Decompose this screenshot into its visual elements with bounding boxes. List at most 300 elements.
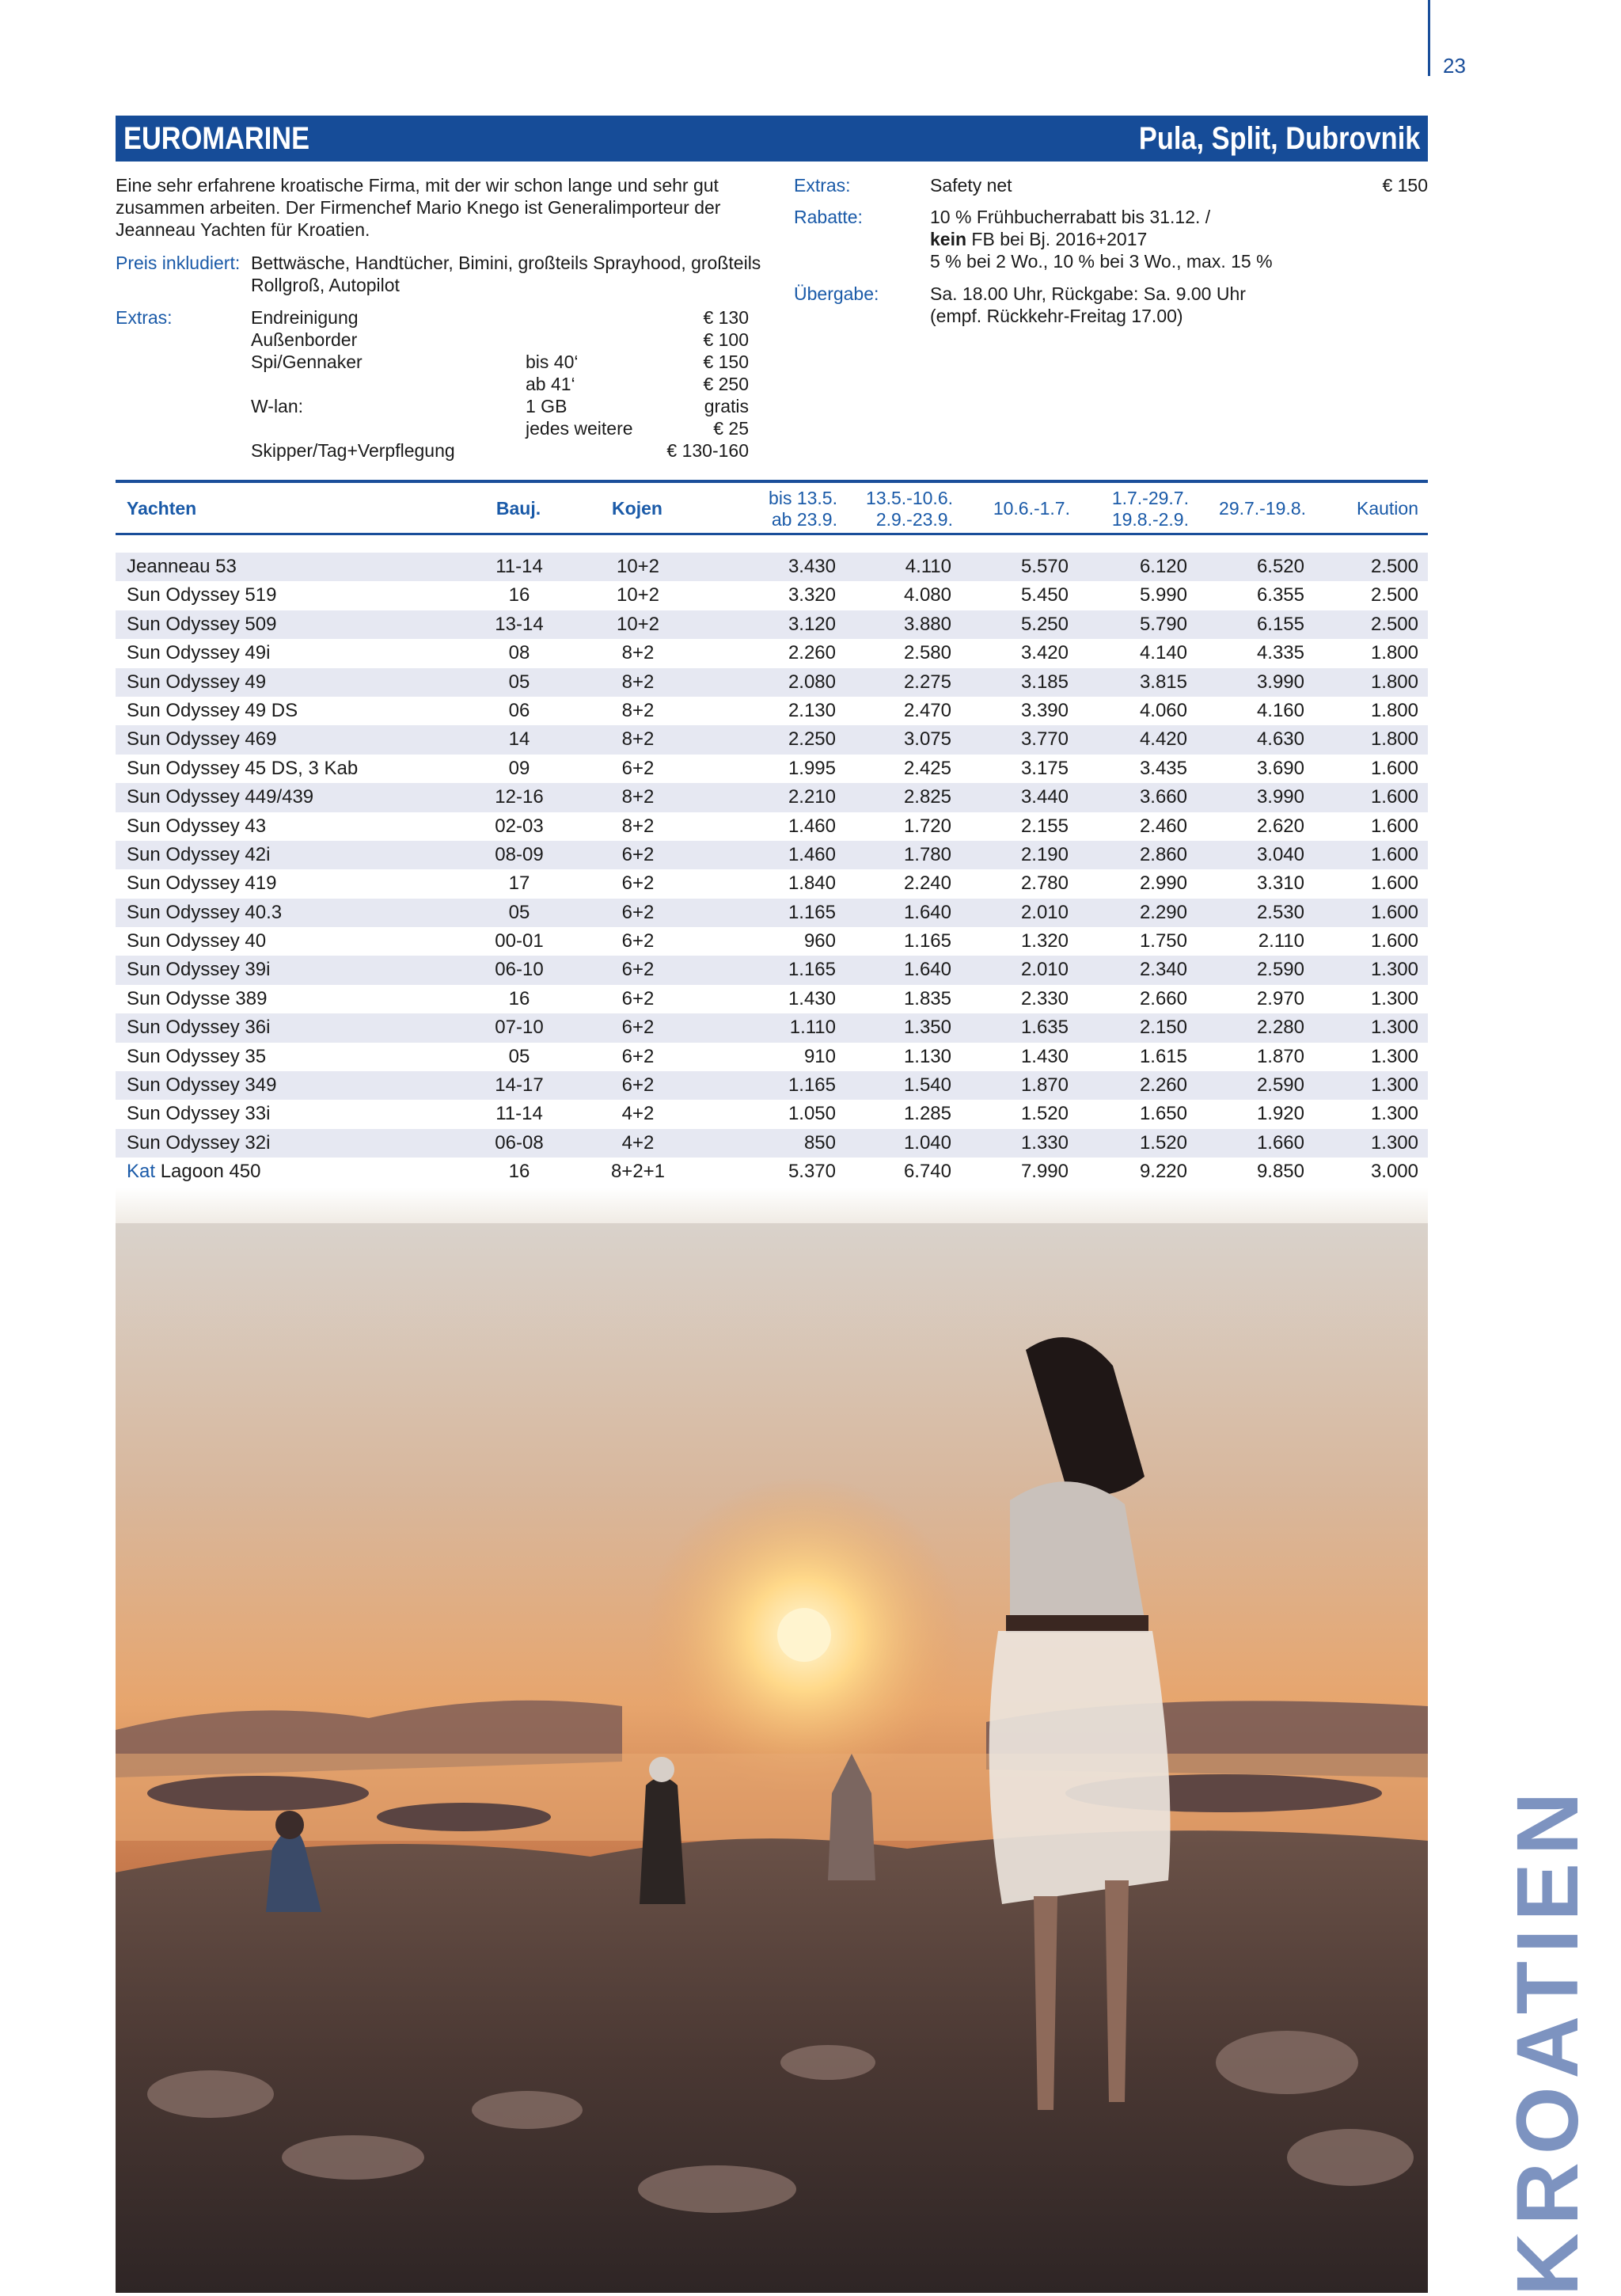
price-cell: 2.460 xyxy=(1139,815,1187,837)
extra-condition: jedes weitere xyxy=(526,418,633,439)
price-cell: 9.850 xyxy=(1256,1161,1304,1183)
yacht-name-cell xyxy=(127,1071,276,1100)
price-cell: 1.165 xyxy=(788,959,836,981)
yacht-name: Sun Odyssey 49i xyxy=(127,642,271,664)
extra-name: Spi/Gennaker xyxy=(251,352,363,372)
kojen-cell: 8+2 xyxy=(621,642,655,664)
yacht-name-cell xyxy=(127,1043,266,1071)
extra-price: € 25 xyxy=(713,418,749,439)
yacht-name-cell xyxy=(127,755,358,783)
bauj-cell: 16 xyxy=(508,987,530,1009)
price-cell: 5.790 xyxy=(1139,613,1187,635)
yacht-name-cell xyxy=(127,553,237,581)
price-cell: 5.450 xyxy=(1020,584,1069,606)
yacht-name-cell xyxy=(127,668,266,697)
extra-price: € 150 xyxy=(1382,175,1428,196)
price-cell: 1.430 xyxy=(788,987,836,1009)
table-row xyxy=(116,581,1428,610)
kojen-cell: 6+2 xyxy=(621,930,655,952)
kaution-cell: 2.500 xyxy=(1370,613,1418,635)
price-cell: 3.815 xyxy=(1139,671,1187,693)
price-cell: 2.150 xyxy=(1139,1017,1187,1039)
col-kojen: Kojen xyxy=(612,498,662,519)
col-period-1 xyxy=(749,488,837,530)
kaution-cell: 1.800 xyxy=(1370,671,1418,693)
price-cell: 1.130 xyxy=(903,1045,951,1067)
price-cell: 1.640 xyxy=(903,959,951,981)
yacht-name-cell xyxy=(127,841,270,869)
price-cell: 4.060 xyxy=(1139,699,1187,721)
kojen-cell: 10+2 xyxy=(616,556,660,577)
price-cell: 3.120 xyxy=(788,613,836,635)
price-cell: 1.460 xyxy=(788,843,836,865)
kojen-cell: 8+2 xyxy=(621,699,655,721)
extra-price: € 150 xyxy=(703,352,749,372)
kojen-cell: 6+2 xyxy=(621,987,655,1009)
bauj-cell: 06-08 xyxy=(495,1131,544,1154)
col-period-5: 29.7.-19.8. xyxy=(1219,498,1306,519)
price-cell: 3.310 xyxy=(1256,872,1304,895)
price-cell: 6.740 xyxy=(903,1161,951,1183)
yacht-name-cell xyxy=(127,725,276,754)
rabatte-bold-word: kein xyxy=(930,229,967,249)
bauj-cell: 17 xyxy=(508,872,530,895)
kojen-cell: 8+2+1 xyxy=(610,1161,666,1183)
yacht-name: Sun Odysse 389 xyxy=(127,987,268,1009)
kaution-cell: 1.600 xyxy=(1370,930,1418,952)
yacht-name: Sun Odyssey 40 xyxy=(127,930,267,952)
bauj-cell: 02-03 xyxy=(495,815,544,837)
kaution-cell: 1.800 xyxy=(1370,728,1418,751)
price-cell: 3.440 xyxy=(1020,786,1069,808)
yacht-name: Sun Odyssey 40.3 xyxy=(127,901,283,923)
extra-price: € 130 xyxy=(703,307,749,328)
yacht-type-prefix: Kat xyxy=(127,1161,156,1183)
price-cell: 1.635 xyxy=(1020,1017,1069,1039)
price-cell: 3.040 xyxy=(1256,843,1304,865)
table-row xyxy=(116,610,1428,639)
kaution-cell: 1.800 xyxy=(1370,699,1418,721)
yacht-name: Sun Odyssey 469 xyxy=(127,728,277,751)
bauj-cell: 08 xyxy=(508,642,530,664)
bauj-cell: 09 xyxy=(508,757,530,779)
kojen-cell: 6+2 xyxy=(621,1045,655,1067)
bauj-cell: 05 xyxy=(508,901,530,923)
yacht-name: Jeanneau 53 xyxy=(127,556,237,577)
price-cell: 2.425 xyxy=(903,757,951,779)
kojen-cell: 8+2 xyxy=(621,786,655,808)
price-cell: 1.870 xyxy=(1020,1074,1069,1097)
intro-text xyxy=(116,174,749,241)
extra-name: Außenborder xyxy=(251,329,358,350)
price-cell: 1.165 xyxy=(788,901,836,923)
yacht-name-cell xyxy=(127,1158,261,1186)
rabatte-line: 10 % Frühbucherrabatt bis 31.12. / xyxy=(930,207,1211,227)
page-number: 23 xyxy=(1443,54,1466,78)
price-cell: 5.990 xyxy=(1139,584,1187,606)
kojen-cell: 10+2 xyxy=(616,584,660,606)
kojen-cell: 4+2 xyxy=(621,1131,655,1154)
price-cell: 1.520 xyxy=(1020,1103,1069,1125)
table-row xyxy=(116,783,1428,812)
table-row xyxy=(116,1129,1428,1158)
price-cell: 2.240 xyxy=(903,872,951,895)
price-cell: 850 xyxy=(803,1131,836,1154)
extra-price: € 250 xyxy=(703,374,749,394)
price-cell: 2.780 xyxy=(1020,872,1069,895)
yacht-name: Sun Odyssey 33i xyxy=(127,1103,271,1125)
price-cell: 2.250 xyxy=(788,728,836,751)
kaution-cell: 1.800 xyxy=(1370,642,1418,664)
preis-line: Rollgroß, Autopilot xyxy=(251,275,400,295)
yacht-name-cell xyxy=(127,1129,270,1158)
table-row xyxy=(116,812,1428,841)
extra-price: € 100 xyxy=(703,329,749,350)
price-cell: 3.430 xyxy=(788,556,836,577)
kaution-cell: 1.300 xyxy=(1370,1131,1418,1154)
extras-label: Extras: xyxy=(116,307,173,328)
price-cell: 2.340 xyxy=(1139,959,1187,981)
kaution-cell: 1.600 xyxy=(1370,815,1418,837)
bauj-cell: 14-17 xyxy=(495,1074,544,1097)
table-row xyxy=(116,697,1428,725)
kojen-cell: 6+2 xyxy=(621,843,655,865)
yacht-name-cell xyxy=(127,1100,270,1128)
price-cell: 2.970 xyxy=(1256,987,1304,1009)
price-cell: 2.280 xyxy=(1256,1017,1304,1039)
price-cell: 1.835 xyxy=(903,987,951,1009)
price-cell: 1.920 xyxy=(1256,1103,1304,1125)
bauj-cell: 05 xyxy=(508,671,530,693)
yacht-name: Sun Odyssey 349 xyxy=(127,1074,277,1097)
uebergabe-line: Sa. 18.00 Uhr, Rückgabe: Sa. 9.00 Uhr xyxy=(930,283,1246,304)
yacht-name-cell xyxy=(127,1013,270,1042)
photo-fade xyxy=(116,1188,1428,1226)
table-row xyxy=(116,956,1428,984)
price-cell: 2.080 xyxy=(788,671,836,693)
table-row xyxy=(116,725,1428,754)
price-cell: 1.540 xyxy=(903,1074,951,1097)
yacht-name: Sun Odyssey 36i xyxy=(127,1017,271,1039)
price-cell: 3.990 xyxy=(1256,786,1304,808)
price-cell: 2.260 xyxy=(788,642,836,664)
kojen-cell: 6+2 xyxy=(621,1017,655,1039)
yacht-name-cell xyxy=(127,985,267,1013)
intro-line: Eine sehr erfahrene kroatische Firma, mit der wir schon lange und sehr gut xyxy=(116,175,719,196)
price-cell: 1.320 xyxy=(1020,930,1069,952)
price-cell: 2.530 xyxy=(1256,901,1304,923)
price-cell: 2.130 xyxy=(788,699,836,721)
kojen-cell: 6+2 xyxy=(621,901,655,923)
yacht-name: Sun Odyssey 509 xyxy=(127,613,277,635)
price-cell: 3.435 xyxy=(1139,757,1187,779)
kojen-cell: 8+2 xyxy=(621,671,655,693)
extra-name: W-lan: xyxy=(251,396,304,416)
yacht-name-cell xyxy=(127,899,282,927)
table-row xyxy=(116,927,1428,956)
extra-name: Endreinigung xyxy=(251,307,359,328)
yacht-name: Sun Odyssey 519 xyxy=(127,584,277,606)
extra-condition: ab 41‘ xyxy=(526,374,575,394)
price-cell: 6.520 xyxy=(1256,556,1304,577)
bauj-cell: 08-09 xyxy=(495,843,544,865)
price-cell: 1.650 xyxy=(1139,1103,1187,1125)
price-cell: 2.825 xyxy=(903,786,951,808)
kaution-cell: 3.000 xyxy=(1370,1161,1418,1183)
yacht-name-cell xyxy=(127,812,266,841)
page-margin-rule xyxy=(1428,0,1430,76)
price-cell: 2.290 xyxy=(1139,901,1187,923)
uebergabe-line: (empf. Rückkehr-Freitag 17.00) xyxy=(930,306,1183,326)
kaution-cell: 1.600 xyxy=(1370,843,1418,865)
yacht-name-cell xyxy=(127,697,298,725)
price-cell: 1.720 xyxy=(903,815,951,837)
kaution-cell: 2.500 xyxy=(1370,584,1418,606)
price-cell: 1.285 xyxy=(903,1103,951,1125)
kaution-cell: 1.600 xyxy=(1370,757,1418,779)
col-period-2 xyxy=(844,488,953,530)
yacht-name: Sun Odyssey 49 xyxy=(127,671,267,693)
yacht-name-cell xyxy=(127,610,276,639)
price-cell: 4.630 xyxy=(1256,728,1304,751)
kaution-cell: 1.300 xyxy=(1370,1074,1418,1097)
col-bauj: Bauj. xyxy=(495,498,541,519)
table-top-rule xyxy=(116,480,1428,483)
rabatte-line: 5 % bei 2 Wo., 10 % bei 3 Wo., max. 15 % xyxy=(930,251,1273,272)
price-cell: 2.190 xyxy=(1020,843,1069,865)
price-cell: 5.370 xyxy=(788,1161,836,1183)
kaution-cell: 1.300 xyxy=(1370,1045,1418,1067)
price-cell: 2.155 xyxy=(1020,815,1069,837)
yacht-name: Sun Odyssey 42i xyxy=(127,843,271,865)
price-cell: 2.620 xyxy=(1256,815,1304,837)
kaution-cell: 1.300 xyxy=(1370,1017,1418,1039)
period-line: 13.5.-10.6. xyxy=(866,488,953,508)
price-cell: 4.160 xyxy=(1256,699,1304,721)
bauj-cell: 13-14 xyxy=(495,613,544,635)
price-cell: 1.050 xyxy=(788,1103,836,1125)
kojen-cell: 6+2 xyxy=(621,959,655,981)
period-line: 2.9.-23.9. xyxy=(875,509,953,530)
table-row xyxy=(116,869,1428,898)
price-cell: 2.010 xyxy=(1020,901,1069,923)
yacht-name: Sun Odyssey 45 DS, 3 Kab xyxy=(127,757,359,779)
price-cell: 1.840 xyxy=(788,872,836,895)
yacht-name-cell xyxy=(127,927,266,956)
kaution-cell: 1.300 xyxy=(1370,959,1418,981)
yacht-name: Sun Odyssey 49 DS xyxy=(127,699,298,721)
price-cell: 2.590 xyxy=(1256,1074,1304,1097)
yacht-name-cell xyxy=(127,639,270,667)
table-row xyxy=(116,755,1428,783)
kaution-cell: 1.300 xyxy=(1370,1103,1418,1125)
rabatte-line xyxy=(930,228,1147,250)
bauj-cell: 06 xyxy=(508,699,530,721)
rabatte-line-rest: FB bei Bj. 2016+2017 xyxy=(966,229,1148,249)
yacht-name-cell xyxy=(127,581,276,610)
yacht-name: Lagoon 450 xyxy=(155,1161,261,1183)
kojen-cell: 8+2 xyxy=(621,728,655,751)
period-line: 19.8.-2.9. xyxy=(1111,509,1189,530)
price-cell: 6.355 xyxy=(1256,584,1304,606)
price-cell: 3.185 xyxy=(1020,671,1069,693)
bauj-cell: 11-14 xyxy=(495,1103,543,1125)
table-row xyxy=(116,639,1428,667)
price-cell: 4.110 xyxy=(905,556,951,577)
bauj-cell: 16 xyxy=(508,1161,530,1183)
section-header xyxy=(116,116,1428,162)
price-cell: 4.140 xyxy=(1139,642,1187,664)
price-cell: 2.470 xyxy=(903,699,951,721)
price-cell: 2.010 xyxy=(1020,959,1069,981)
price-cell: 2.260 xyxy=(1139,1074,1187,1097)
kaution-cell: 1.600 xyxy=(1370,786,1418,808)
yacht-name: Sun Odyssey 35 xyxy=(127,1045,267,1067)
bauj-cell: 11-14 xyxy=(495,556,543,577)
yacht-name: Sun Odyssey 39i xyxy=(127,959,271,981)
price-cell: 960 xyxy=(803,930,836,952)
extras-right-label: Extras: xyxy=(794,175,851,196)
price-cell: 3.390 xyxy=(1020,699,1069,721)
yacht-name: Sun Odyssey 32i xyxy=(127,1131,271,1154)
price-cell: 1.615 xyxy=(1139,1045,1187,1067)
price-cell: 1.995 xyxy=(788,757,836,779)
col-period-3: 10.6.-1.7. xyxy=(993,498,1070,519)
col-yachten: Yachten xyxy=(127,498,197,519)
kaution-cell: 2.500 xyxy=(1370,556,1418,577)
price-cell: 1.780 xyxy=(903,843,951,865)
bauj-cell: 07-10 xyxy=(495,1017,544,1039)
yacht-name: Sun Odyssey 419 xyxy=(127,872,277,895)
price-cell: 2.580 xyxy=(903,642,951,664)
preis-line: Bettwäsche, Handtücher, Bimini, großteils Sprayhood, großteils xyxy=(251,253,761,273)
col-kaution: Kaution xyxy=(1356,498,1418,519)
kaution-cell: 1.300 xyxy=(1370,987,1418,1009)
kojen-cell: 10+2 xyxy=(616,613,660,635)
extra-price: € 130-160 xyxy=(666,440,749,461)
locations-title: Pula, Split, Dubrovnik xyxy=(1138,120,1420,156)
yacht-name-cell xyxy=(127,783,313,812)
price-cell: 1.870 xyxy=(1256,1045,1304,1067)
sunset-photo xyxy=(116,1223,1428,2293)
table-row xyxy=(116,553,1428,581)
price-cell: 3.420 xyxy=(1020,642,1069,664)
price-cell: 1.165 xyxy=(903,930,951,952)
price-table-body xyxy=(116,553,1428,1187)
bauj-cell: 06-10 xyxy=(495,959,544,981)
extra-price: gratis xyxy=(704,396,749,416)
price-cell: 1.640 xyxy=(903,901,951,923)
kaution-cell: 1.600 xyxy=(1370,872,1418,895)
price-cell: 3.770 xyxy=(1020,728,1069,751)
kojen-cell: 6+2 xyxy=(621,872,655,895)
price-cell: 4.080 xyxy=(903,584,951,606)
table-row xyxy=(116,1071,1428,1100)
kojen-cell: 8+2 xyxy=(621,815,655,837)
bauj-cell: 14 xyxy=(508,728,530,751)
price-cell: 4.335 xyxy=(1256,642,1304,664)
price-cell: 3.175 xyxy=(1020,757,1069,779)
price-cell: 2.110 xyxy=(1258,930,1304,952)
uebergabe-label: Übergabe: xyxy=(794,283,879,304)
price-cell: 3.660 xyxy=(1139,786,1187,808)
price-cell: 2.860 xyxy=(1139,843,1187,865)
table-row xyxy=(116,1043,1428,1071)
price-cell: 1.330 xyxy=(1020,1131,1069,1154)
price-cell: 3.880 xyxy=(903,613,951,635)
extra-condition: bis 40‘ xyxy=(526,352,579,372)
price-cell: 6.155 xyxy=(1256,613,1304,635)
price-cell: 1.430 xyxy=(1020,1045,1069,1067)
price-cell: 3.320 xyxy=(788,584,836,606)
price-cell: 1.110 xyxy=(789,1017,836,1039)
company-title: EUROMARINE xyxy=(123,120,310,156)
price-cell: 2.275 xyxy=(903,671,951,693)
table-row xyxy=(116,1158,1428,1186)
kojen-cell: 6+2 xyxy=(621,1074,655,1097)
rabatte-label: Rabatte: xyxy=(794,207,863,227)
table-row xyxy=(116,668,1428,697)
price-cell: 2.660 xyxy=(1139,987,1187,1009)
extra-name: Skipper/Tag+Verpflegung xyxy=(251,440,455,461)
price-cell: 2.590 xyxy=(1256,959,1304,981)
period-line: 1.7.-29.7. xyxy=(1111,488,1189,508)
yacht-name: Sun Odyssey 43 xyxy=(127,815,267,837)
price-cell: 1.460 xyxy=(788,815,836,837)
extra-name: Safety net xyxy=(930,175,1012,196)
table-header-rule xyxy=(116,533,1428,535)
bauj-cell: 12-16 xyxy=(495,786,544,808)
yacht-name-cell xyxy=(127,869,276,898)
table-header xyxy=(116,485,1428,534)
table-row xyxy=(116,985,1428,1013)
preis-label: Preis inkludiert: xyxy=(116,253,241,273)
intro-line: Jeanneau Yachten für Kroatien. xyxy=(116,219,370,240)
price-cell: 2.210 xyxy=(788,786,836,808)
table-row xyxy=(116,1100,1428,1128)
price-cell: 4.420 xyxy=(1139,728,1187,751)
price-cell: 9.220 xyxy=(1139,1161,1187,1183)
period-line: bis 13.5. xyxy=(769,488,837,508)
kaution-cell: 1.600 xyxy=(1370,901,1418,923)
price-cell: 1.520 xyxy=(1139,1131,1187,1154)
yacht-name-cell xyxy=(127,956,270,984)
price-cell: 1.750 xyxy=(1139,930,1187,952)
price-cell: 5.250 xyxy=(1020,613,1069,635)
kojen-cell: 4+2 xyxy=(621,1103,655,1125)
price-cell: 2.330 xyxy=(1020,987,1069,1009)
price-cell: 1.165 xyxy=(788,1074,836,1097)
table-row xyxy=(116,899,1428,927)
extra-condition: 1 GB xyxy=(526,396,568,416)
price-cell: 1.660 xyxy=(1256,1131,1304,1154)
price-cell: 1.350 xyxy=(903,1017,951,1039)
bauj-cell: 05 xyxy=(508,1045,530,1067)
table-row xyxy=(116,841,1428,869)
price-cell: 3.075 xyxy=(903,728,951,751)
price-cell: 2.990 xyxy=(1139,872,1187,895)
price-cell: 910 xyxy=(803,1045,836,1067)
bauj-cell: 16 xyxy=(508,584,530,606)
price-cell: 1.040 xyxy=(903,1131,951,1154)
price-cell: 7.990 xyxy=(1020,1161,1069,1183)
table-row xyxy=(116,1013,1428,1042)
intro-line: zusammen arbeiten. Der Firmenchef Mario Knego ist Generalimporteur der xyxy=(116,197,721,218)
kojen-cell: 6+2 xyxy=(621,757,655,779)
bauj-cell: 00-01 xyxy=(495,930,544,952)
period-line: ab 23.9. xyxy=(771,509,837,530)
country-side-title: KROATIEN xyxy=(1499,1784,1596,2296)
